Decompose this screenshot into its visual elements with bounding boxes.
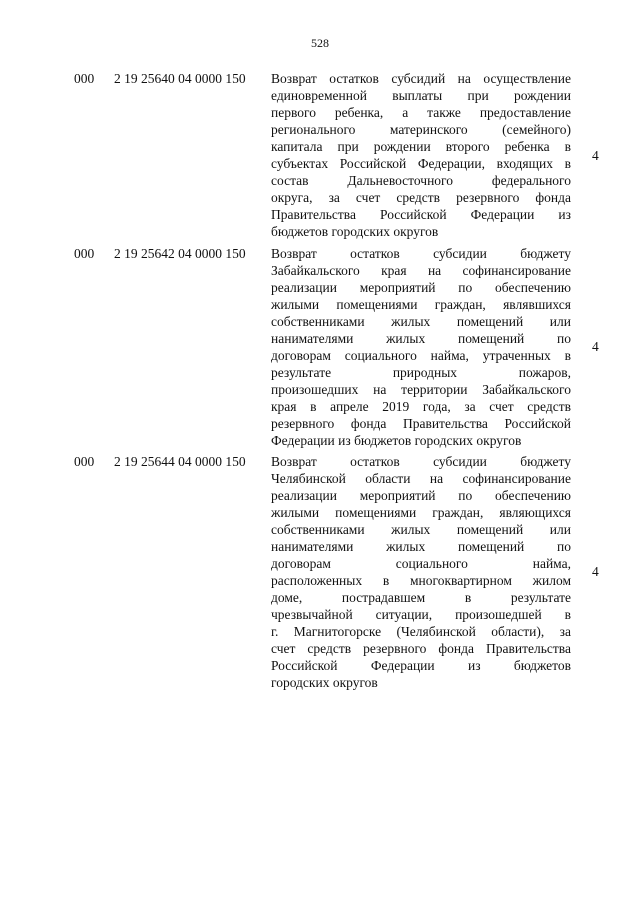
description-line: Возврат остатков субсидии бюджету	[271, 454, 571, 469]
description-line: субъектах Российской Федерации, входящих в	[271, 156, 571, 171]
description-line: договорам социального найма, утраченных в	[271, 348, 571, 363]
description-line: нанимателями жилых помещений по	[271, 539, 571, 554]
description-line: капитала при рождении второго ребенка в	[271, 139, 571, 154]
admin-code: 000	[74, 246, 95, 261]
entry-description	[271, 70, 571, 240]
description-line: регионального материнского (семейного)	[271, 122, 571, 137]
admin-code: 000	[74, 71, 95, 86]
page-number: 528	[311, 36, 329, 50]
description-line: Забайкальского края на софинансирование	[271, 263, 571, 278]
description-line: собственниками жилых помещений или	[271, 314, 571, 329]
norm-value: 4	[592, 148, 599, 163]
description-line: бюджетов городских округов	[271, 224, 439, 239]
description-line: состав Дальневосточного федерального	[271, 173, 571, 188]
description-line: Федерации из бюджетов городских округов	[271, 433, 522, 448]
norm-value: 4	[592, 564, 599, 579]
description-line: счет средств резервного фонда Правительства	[271, 641, 571, 656]
norm-value: 4	[592, 339, 599, 354]
description-line: жилыми помещениями граждан, являющихся	[271, 505, 571, 520]
description-line: Российской Федерации из бюджетов	[271, 658, 571, 673]
description-line: Правительства Российской Федерации из	[271, 207, 571, 222]
description-line: доме, пострадавшем в результате	[271, 590, 571, 605]
description-line: результате природных пожаров,	[271, 365, 571, 380]
table-row	[0, 453, 640, 691]
description-line: договорам социального найма,	[271, 556, 571, 571]
description-line: единовременной выплаты при рождении	[271, 88, 571, 103]
description-line: произошедших на территории Забайкальского	[271, 382, 571, 397]
description-line: реализации мероприятий по обеспечению	[271, 280, 571, 295]
description-line: расположенных в многоквартирном жилом	[271, 573, 571, 588]
description-line: резервного фонда Правительства Российской	[271, 416, 571, 431]
description-line: городских округов	[271, 675, 378, 690]
budget-classification-code: 2 19 25642 04 0000 150	[114, 246, 246, 261]
description-line: первого ребенка, а также предоставление	[271, 105, 571, 120]
admin-code: 000	[74, 454, 95, 469]
budget-classification-code: 2 19 25644 04 0000 150	[114, 454, 246, 469]
description-line: края в апреле 2019 года, за счет средств	[271, 399, 571, 414]
description-line: г. Магнитогорске (Челябинской области), за	[271, 624, 571, 639]
description-line: округа, за счет средств резервного фонда	[271, 190, 571, 205]
entry-description	[271, 453, 571, 691]
description-line: реализации мероприятий по обеспечению	[271, 488, 571, 503]
table-row	[0, 245, 640, 449]
description-line: Челябинской области на софинансирование	[271, 471, 571, 486]
description-line: собственниками жилых помещений или	[271, 522, 571, 537]
description-line: чрезвычайной ситуации, произошедшей в	[271, 607, 571, 622]
description-line: Возврат остатков субсидии бюджету	[271, 246, 571, 261]
budget-classification-code: 2 19 25640 04 0000 150	[114, 71, 246, 86]
description-line: Возврат остатков субсидий на осуществление	[271, 71, 571, 86]
table-row	[0, 70, 640, 240]
entry-description	[271, 245, 571, 449]
description-line: жилыми помещениями граждан, являвшихся	[271, 297, 571, 312]
description-line: нанимателями жилых помещений по	[271, 331, 571, 346]
